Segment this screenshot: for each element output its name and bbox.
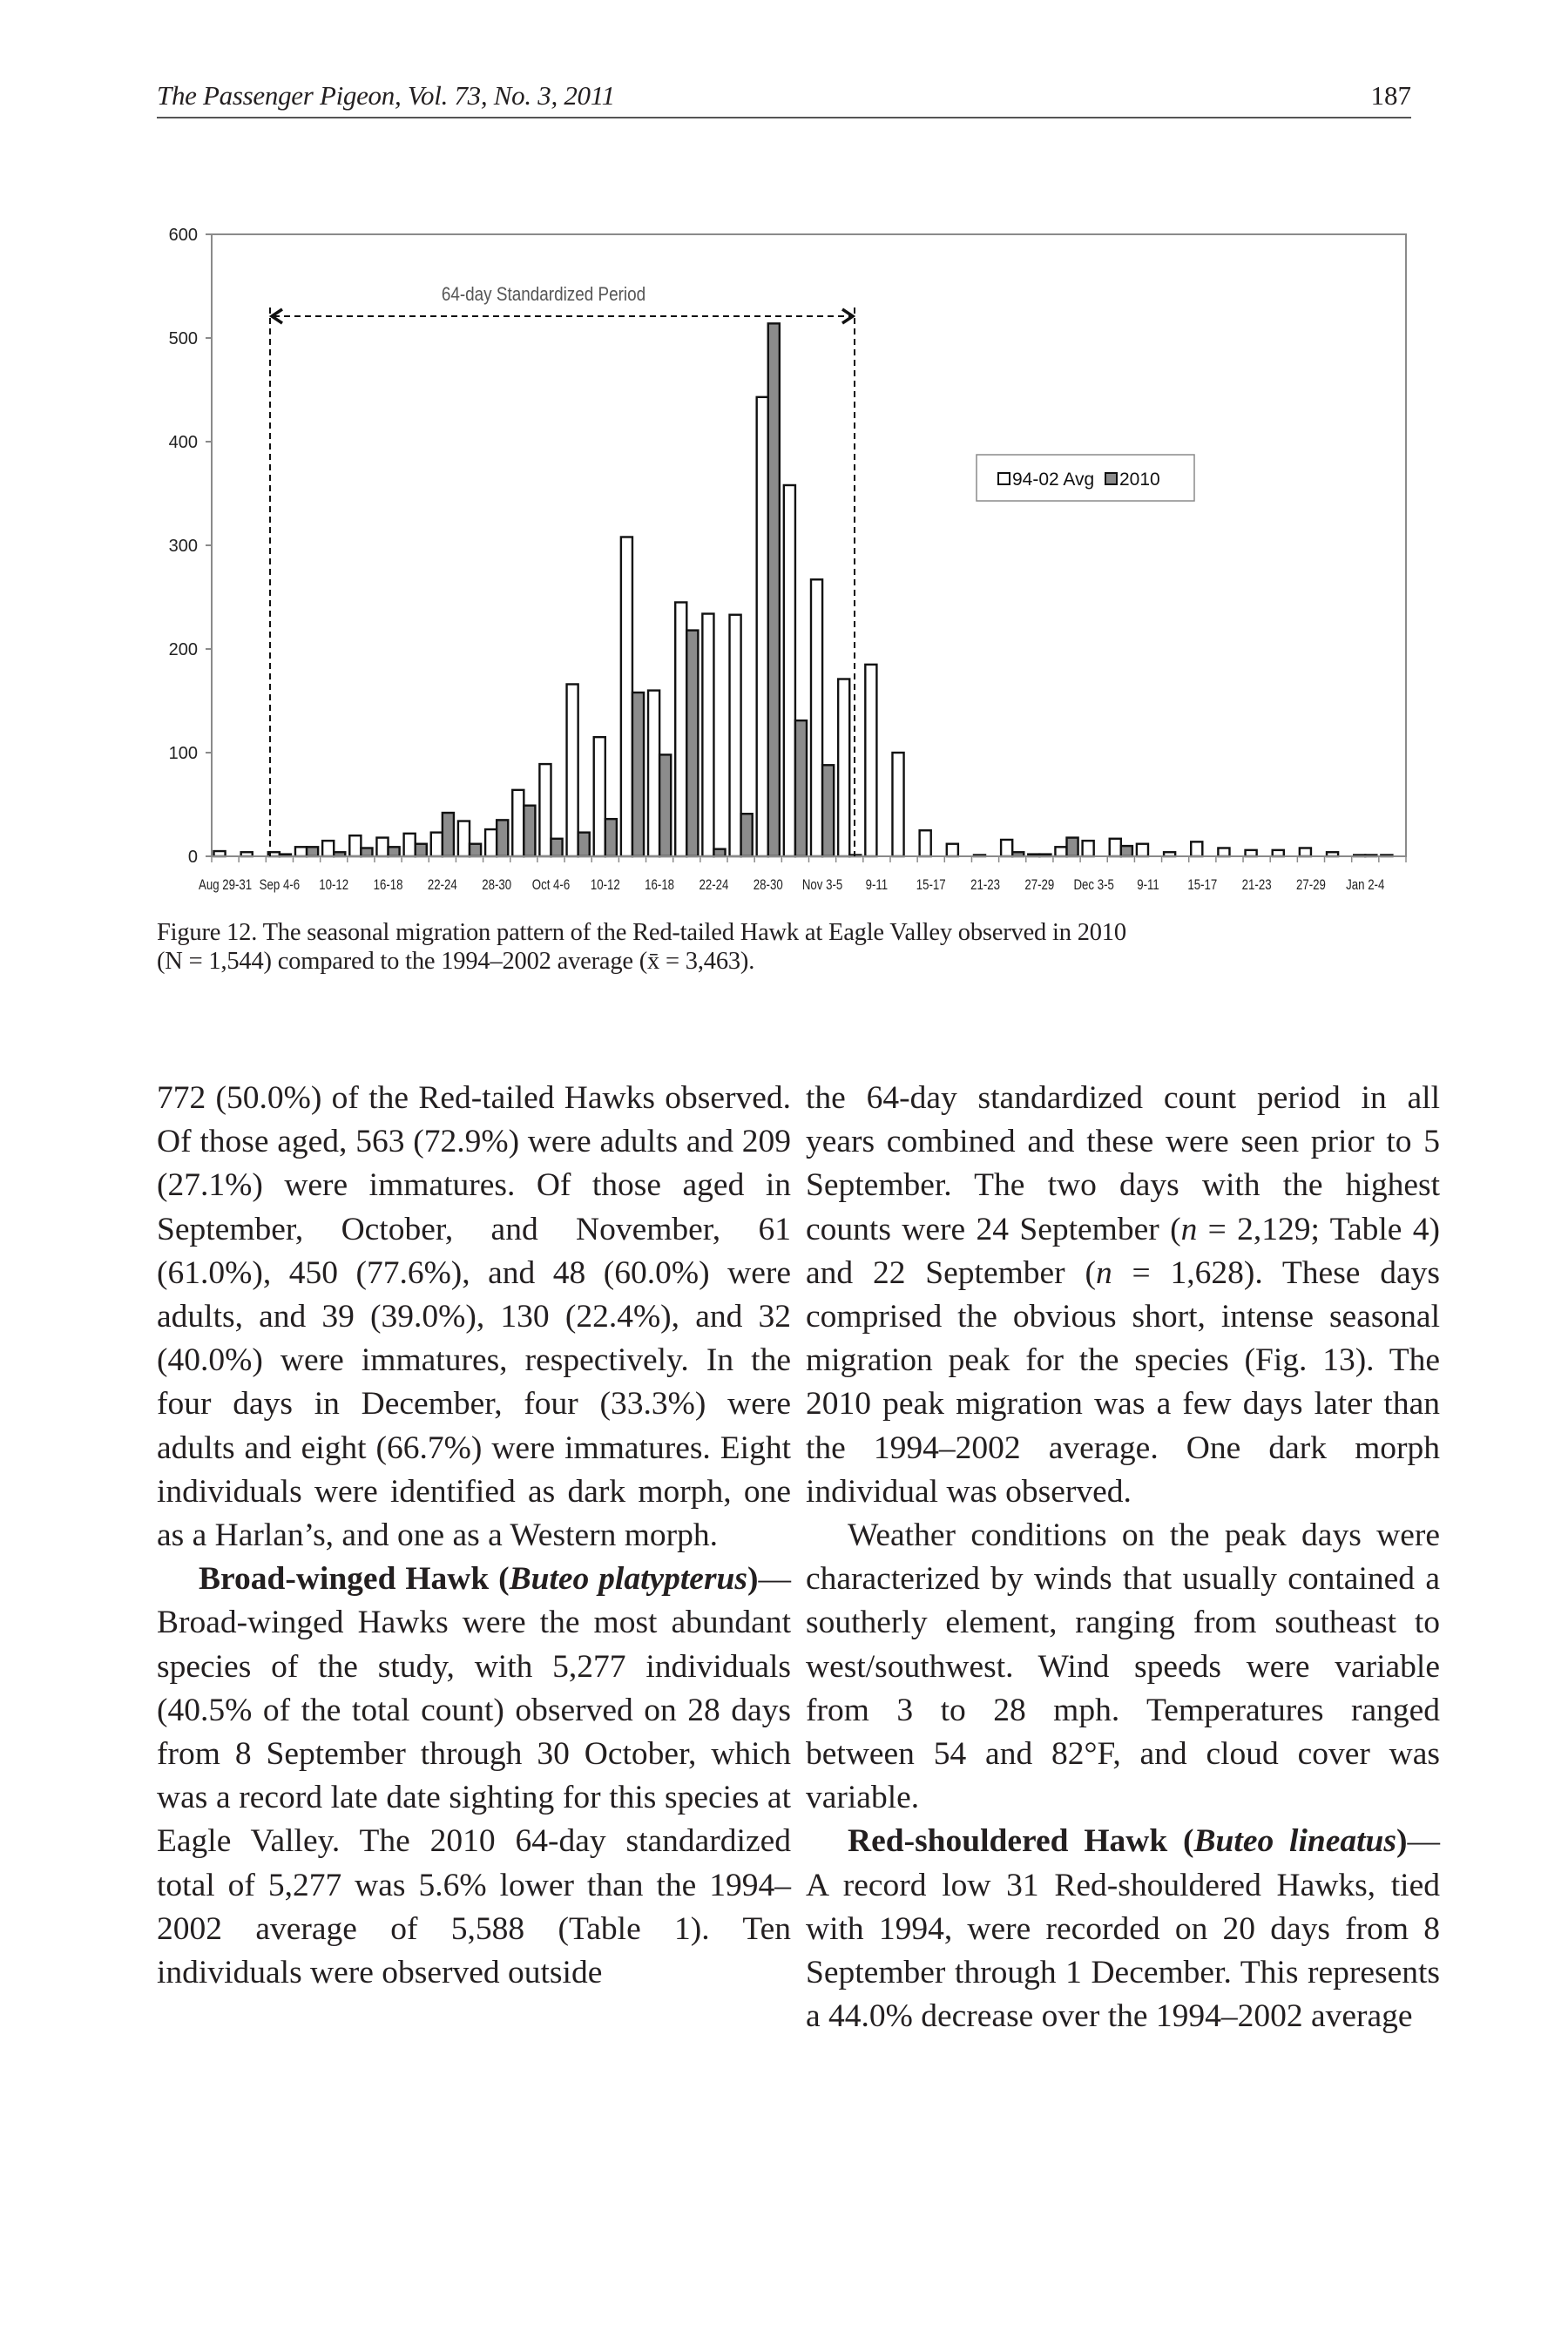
bar-94-02-avg <box>349 835 361 856</box>
bar-2010 <box>768 323 780 856</box>
bar-94-02-avg <box>702 614 713 856</box>
x-tick-label: 21-23 <box>970 876 1000 894</box>
x-tick-label: 10-12 <box>590 876 620 894</box>
x-tick-label: 9-11 <box>865 876 889 894</box>
x-tick-label: 15-17 <box>1187 876 1218 894</box>
paragraph-broad-winged-hawk <box>157 1558 791 1995</box>
figure-caption <box>157 918 1416 976</box>
legend-label-94-02-avg: 94-02 Avg <box>1012 470 1095 490</box>
x-tick-label: 27-29 <box>1024 876 1055 894</box>
x-tick-label: Jan 2-4 <box>1346 876 1385 894</box>
bar-2010 <box>1121 846 1132 856</box>
bar-94-02-avg <box>784 485 795 856</box>
heading-close-paren: ) <box>747 1561 759 1598</box>
bar-94-02-avg <box>621 537 632 856</box>
bar-2010 <box>307 847 318 856</box>
bar-2010 <box>659 754 671 856</box>
n-symbol: n <box>1095 1254 1112 1291</box>
bar-94-02-avg <box>431 833 443 856</box>
x-tick-label: 28-30 <box>482 876 512 894</box>
bar-94-02-avg <box>675 602 686 856</box>
x-tick-label: Dec 3-5 <box>1073 876 1114 894</box>
bar-94-02-avg <box>485 829 497 856</box>
bar-94-02-avg <box>1055 847 1066 856</box>
bar-94-02-avg <box>1110 839 1121 856</box>
y-tick-label: 300 <box>168 537 198 556</box>
plot-frame <box>212 234 1406 856</box>
y-tick-label: 100 <box>168 744 198 763</box>
bar-94-02-avg <box>838 679 849 856</box>
x-tick-label: Oct 4-6 <box>531 876 571 894</box>
bar-94-02-avg <box>1001 840 1012 856</box>
bar-94-02-avg <box>865 665 876 856</box>
bar-94-02-avg <box>757 397 768 856</box>
bar-94-02-avg <box>512 790 524 856</box>
x-tick-label: 9-11 <box>1137 876 1159 894</box>
bar-94-02-avg <box>1083 841 1094 856</box>
species-heading <box>848 1823 1408 1859</box>
species-name: Red-shouldered Hawk ( <box>848 1823 1194 1860</box>
bar-2010 <box>389 847 400 856</box>
right-column <box>806 1077 1440 2038</box>
x-tick-label: Nov 3-5 <box>801 876 843 894</box>
bar-2010 <box>551 839 562 856</box>
paragraph-outside-period <box>806 1077 1440 1514</box>
bar-94-02-avg <box>730 615 741 856</box>
bar-2010 <box>578 833 590 856</box>
x-tick-label: 22-24 <box>427 876 457 894</box>
x-tick-label: 10-12 <box>319 876 349 894</box>
x-tick-label: 16-18 <box>373 876 403 894</box>
bar-2010 <box>497 820 508 856</box>
x-tick-label: 27-29 <box>1295 876 1326 894</box>
latin-name: Buteo platypterus <box>509 1561 747 1598</box>
bar-94-02-avg <box>539 764 551 856</box>
bar-2010 <box>713 849 725 856</box>
legend-swatch-2010 <box>1105 473 1117 484</box>
n-symbol: n <box>1180 1211 1198 1247</box>
bar-94-02-avg <box>1137 844 1148 856</box>
x-tick-label: Sep 4-6 <box>259 876 301 894</box>
heading-close-paren: ) <box>1396 1823 1408 1860</box>
bar-2010 <box>524 806 535 856</box>
bar-94-02-avg <box>404 834 416 856</box>
caption-line-1: Figure 12. The seasonal migration pattern of the Red-tailed Hawk at Eagle Valley observed in 2010 <box>157 919 1126 946</box>
y-tick-label: 400 <box>168 433 198 452</box>
bar-2010 <box>1067 838 1078 856</box>
text-segment: = 1,628). These days comprised the obvious short, intense seasonal migration peak for the species (Fig. 13). The 2010 peak migration was a few days later than the 1994–2002 average. One dark morph individual was observed. <box>806 1254 1440 1510</box>
bar-2010 <box>822 765 834 856</box>
bar-94-02-avg <box>295 847 307 856</box>
paragraph-red-shouldered-hawk <box>806 1820 1440 2038</box>
text-segment: the 64-day standardized count period in all years combined and these were seen prior to 5 September. The two days with the highest counts were 24 September ( <box>806 1080 1440 1247</box>
y-tick-label: 600 <box>168 226 198 245</box>
bar-94-02-avg <box>1218 848 1229 856</box>
y-tick-label: 500 <box>168 329 198 348</box>
bar-94-02-avg <box>892 753 903 856</box>
paragraph-text: —A record low 31 Red-shouldered Hawks, tied with 1994, were recorded on 20 days from 8 September through 1 December. This represents a 44.0% decrease over the 1994–2002 average <box>806 1823 1441 2035</box>
page-number: 187 <box>1370 80 1411 111</box>
legend-swatch-94-02-avg <box>998 473 1010 484</box>
bar-94-02-avg <box>594 737 605 856</box>
bar-94-02-avg <box>1191 841 1202 856</box>
x-tick-label: 15-17 <box>916 876 946 894</box>
paragraph-redtail-aging: 772 (50.0%) of the Red-tailed Hawks observed. Of those aged, 563 (72.9%) were adults and 209 (27.1%) were immatures. Of those aged in September, October, and November, 61 (61.0%), 450 (77.6%), and 48 (60.0%) were adults, and 39 (39.0%), 130 (22.4%), and 32 (40.0%) were immatures, respectively. In the four days in December, four (33.3%) were adults and eight (66.7%) were immatures. Eight individuals were identified as dark morph, one as a Harlan’s, and one as a Western morph. <box>157 1080 791 1554</box>
bar-2010 <box>632 693 644 856</box>
running-head <box>157 75 1411 118</box>
bar-2010 <box>686 631 698 856</box>
bar-94-02-avg <box>1273 850 1284 856</box>
species-name: Broad-winged Hawk ( <box>199 1561 510 1598</box>
y-tick-label: 200 <box>168 640 198 659</box>
bar-94-02-avg <box>567 684 578 856</box>
legend-label-2010: 2010 <box>1119 470 1160 490</box>
bar-94-02-avg <box>1246 850 1257 856</box>
bar-2010 <box>470 844 481 856</box>
period-label: 64-day Standardized Period <box>441 283 646 306</box>
bar-94-02-avg <box>376 838 388 856</box>
bar-2010 <box>741 814 753 856</box>
left-column <box>157 1077 791 1995</box>
paragraph-text: —Broad-winged Hawks were the most abundant species of the study, with 5,277 individuals (40.5% of the total count) observed on 28 days from 8 September through 30 October, which was a record late date sighting for this species at Eagle Valley. The 2010 64-day standardized total of 5,277 was 5.6% lower than the 1994–2002 average of 5,588 (Table 1). Ten individuals were observed outside <box>157 1561 791 1991</box>
bar-chart <box>131 209 1420 906</box>
x-tick-label: 21-23 <box>1241 876 1272 894</box>
bar-94-02-avg <box>458 821 470 856</box>
x-tick-label: 22-24 <box>699 876 729 894</box>
figure-12-chart <box>131 209 1420 906</box>
bar-2010 <box>361 848 372 856</box>
bar-94-02-avg <box>1300 848 1311 856</box>
y-tick-label: 0 <box>187 848 198 867</box>
bar-94-02-avg <box>811 579 822 856</box>
species-heading <box>199 1561 759 1597</box>
bar-94-02-avg <box>947 844 958 856</box>
bar-2010 <box>416 844 427 856</box>
x-tick-label: Aug 29-31 <box>199 876 253 894</box>
x-tick-label: 28-30 <box>753 876 783 894</box>
bar-2010 <box>443 813 454 856</box>
bar-94-02-avg <box>322 841 334 856</box>
text-segment: = 2,129; Table 4) and 22 September ( <box>806 1211 1440 1291</box>
bar-94-02-avg <box>648 691 659 856</box>
caption-line-2: (N = 1,544) compared to the 1994–2002 average (x̄ = 3,463). <box>157 948 755 975</box>
bar-94-02-avg <box>920 830 931 856</box>
x-tick-label: 16-18 <box>645 876 675 894</box>
bar-2010 <box>795 720 807 856</box>
latin-name: Buteo lineatus <box>1193 1823 1397 1860</box>
bar-2010 <box>605 819 617 856</box>
journal-citation: The Passenger Pigeon, Vol. 73, No. 3, 2011 <box>157 80 615 111</box>
paragraph-weather: Weather conditions on the peak days were characterized by winds that usually contained a southerly element, ranging from southeast to west/southwest. Wind speeds were variable from 3 to 28 mph. Temperatures ranged between 54 and 82°F, and cloud cover was variable. <box>806 1517 1440 1816</box>
